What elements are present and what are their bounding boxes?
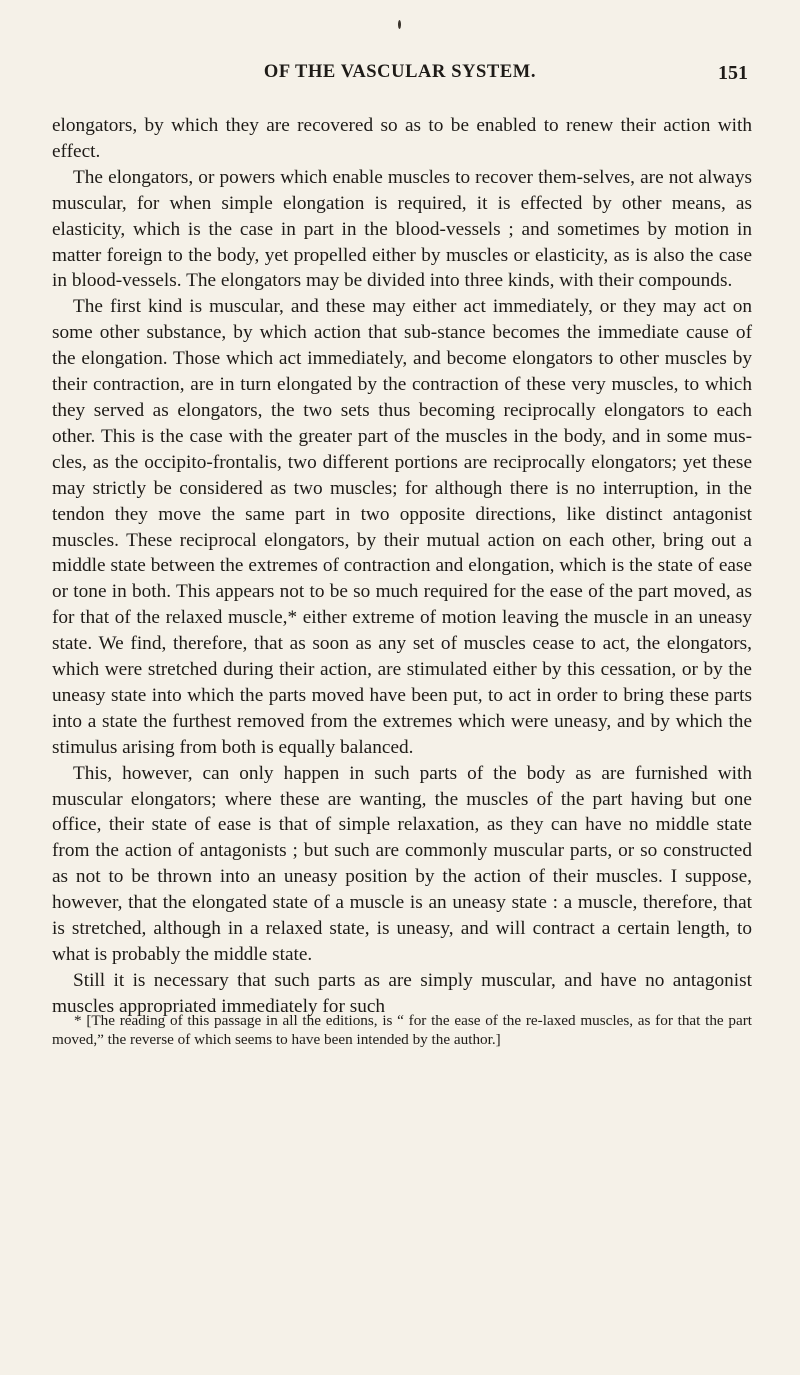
print-speck [398,20,401,29]
paragraph: The elongators, or powers which enable muscles to recover them-selves, are not always muscular, for when simple elongation is required, it is effected by other means, as elasticity, which is the case in part in the blood-vessels ; and sometimes by motion in matter foreign to the body, yet propelled either by muscles or elasticity, as is also the case in blood-vessels. The elongators may be divided into three kinds, with their compounds. [52,166,752,292]
footnote-text: * [The reading of this passage in all the editions, is “ for the ease of the re-laxed muscles, as for that the part moved,” the reverse of which seems to have been intended by the author.] [52,1012,752,1048]
paragraph: The first kind is muscular, and these may either act immediately, or they may act on some other substance, by which action that sub-stance becomes the immediate cause of the elongation. Those which act immediately, and become elongators to other muscles by their contraction, are in turn elongated by the contraction of these very muscles, to which they served as elongators, the two sets thus becoming reciprocally elongators to each other. This is the case with the greater part of the muscles in the body, and in some mus-cles, as the occipito-frontalis, two different portions are reciprocally elongators; yet these may strictly be considered as two muscles; for although there is no interruption, in the tendon they move the same part in two opposite directions, like distinct antagonist muscles. These reciprocal elongators, by their mutual action on each other, bring out a middle state between the extremes of contraction and elongation, which is the state of ease or tone in both. This appears not to be so much required for the ease of the part moved, as for that of the relaxed muscle,* either extreme of motion leaving the muscle in an uneasy state. We find, therefore, that as soon as any set of muscles cease to act, the elongators, which were stretched during their action, are stimulated either by this cessation, or by the uneasy state into which the parts moved have been put, to act in order to bring these parts into a state the furthest removed from the extremes which were uneasy, and by which the stimulus arising from both is equally balanced. [52,296,752,758]
body-text [52,113,752,1020]
running-title: OF THE VASCULAR SYSTEM. [263,62,537,82]
page-header [52,62,748,86]
footnote [52,1012,752,1049]
paragraph: Still it is necessary that such parts as are simply muscular, and have no antagonist muscles appropriated immediately for such [52,969,752,1017]
page-number: 151 [718,62,748,84]
paragraph: This, however, can only happen in such parts of the body as are furnished with muscular elongators; where these are wanting, the muscles of the part having but one office, their state of ease is that of simple relaxation, as they can have no middle state from the action of antagonists ; but such are commonly muscular parts, or so constructed as not to be thrown into an uneasy position by the action of their muscles. I suppose, however, that the elongated state of a muscle is an uneasy state : a muscle, therefore, that is stretched, although in a relaxed state, is uneasy, and will contract a certain length, to what is probably the middle state. [52,762,752,965]
paragraph: elongators, by which they are recovered so as to be enabled to renew their action with effect. [52,115,752,162]
